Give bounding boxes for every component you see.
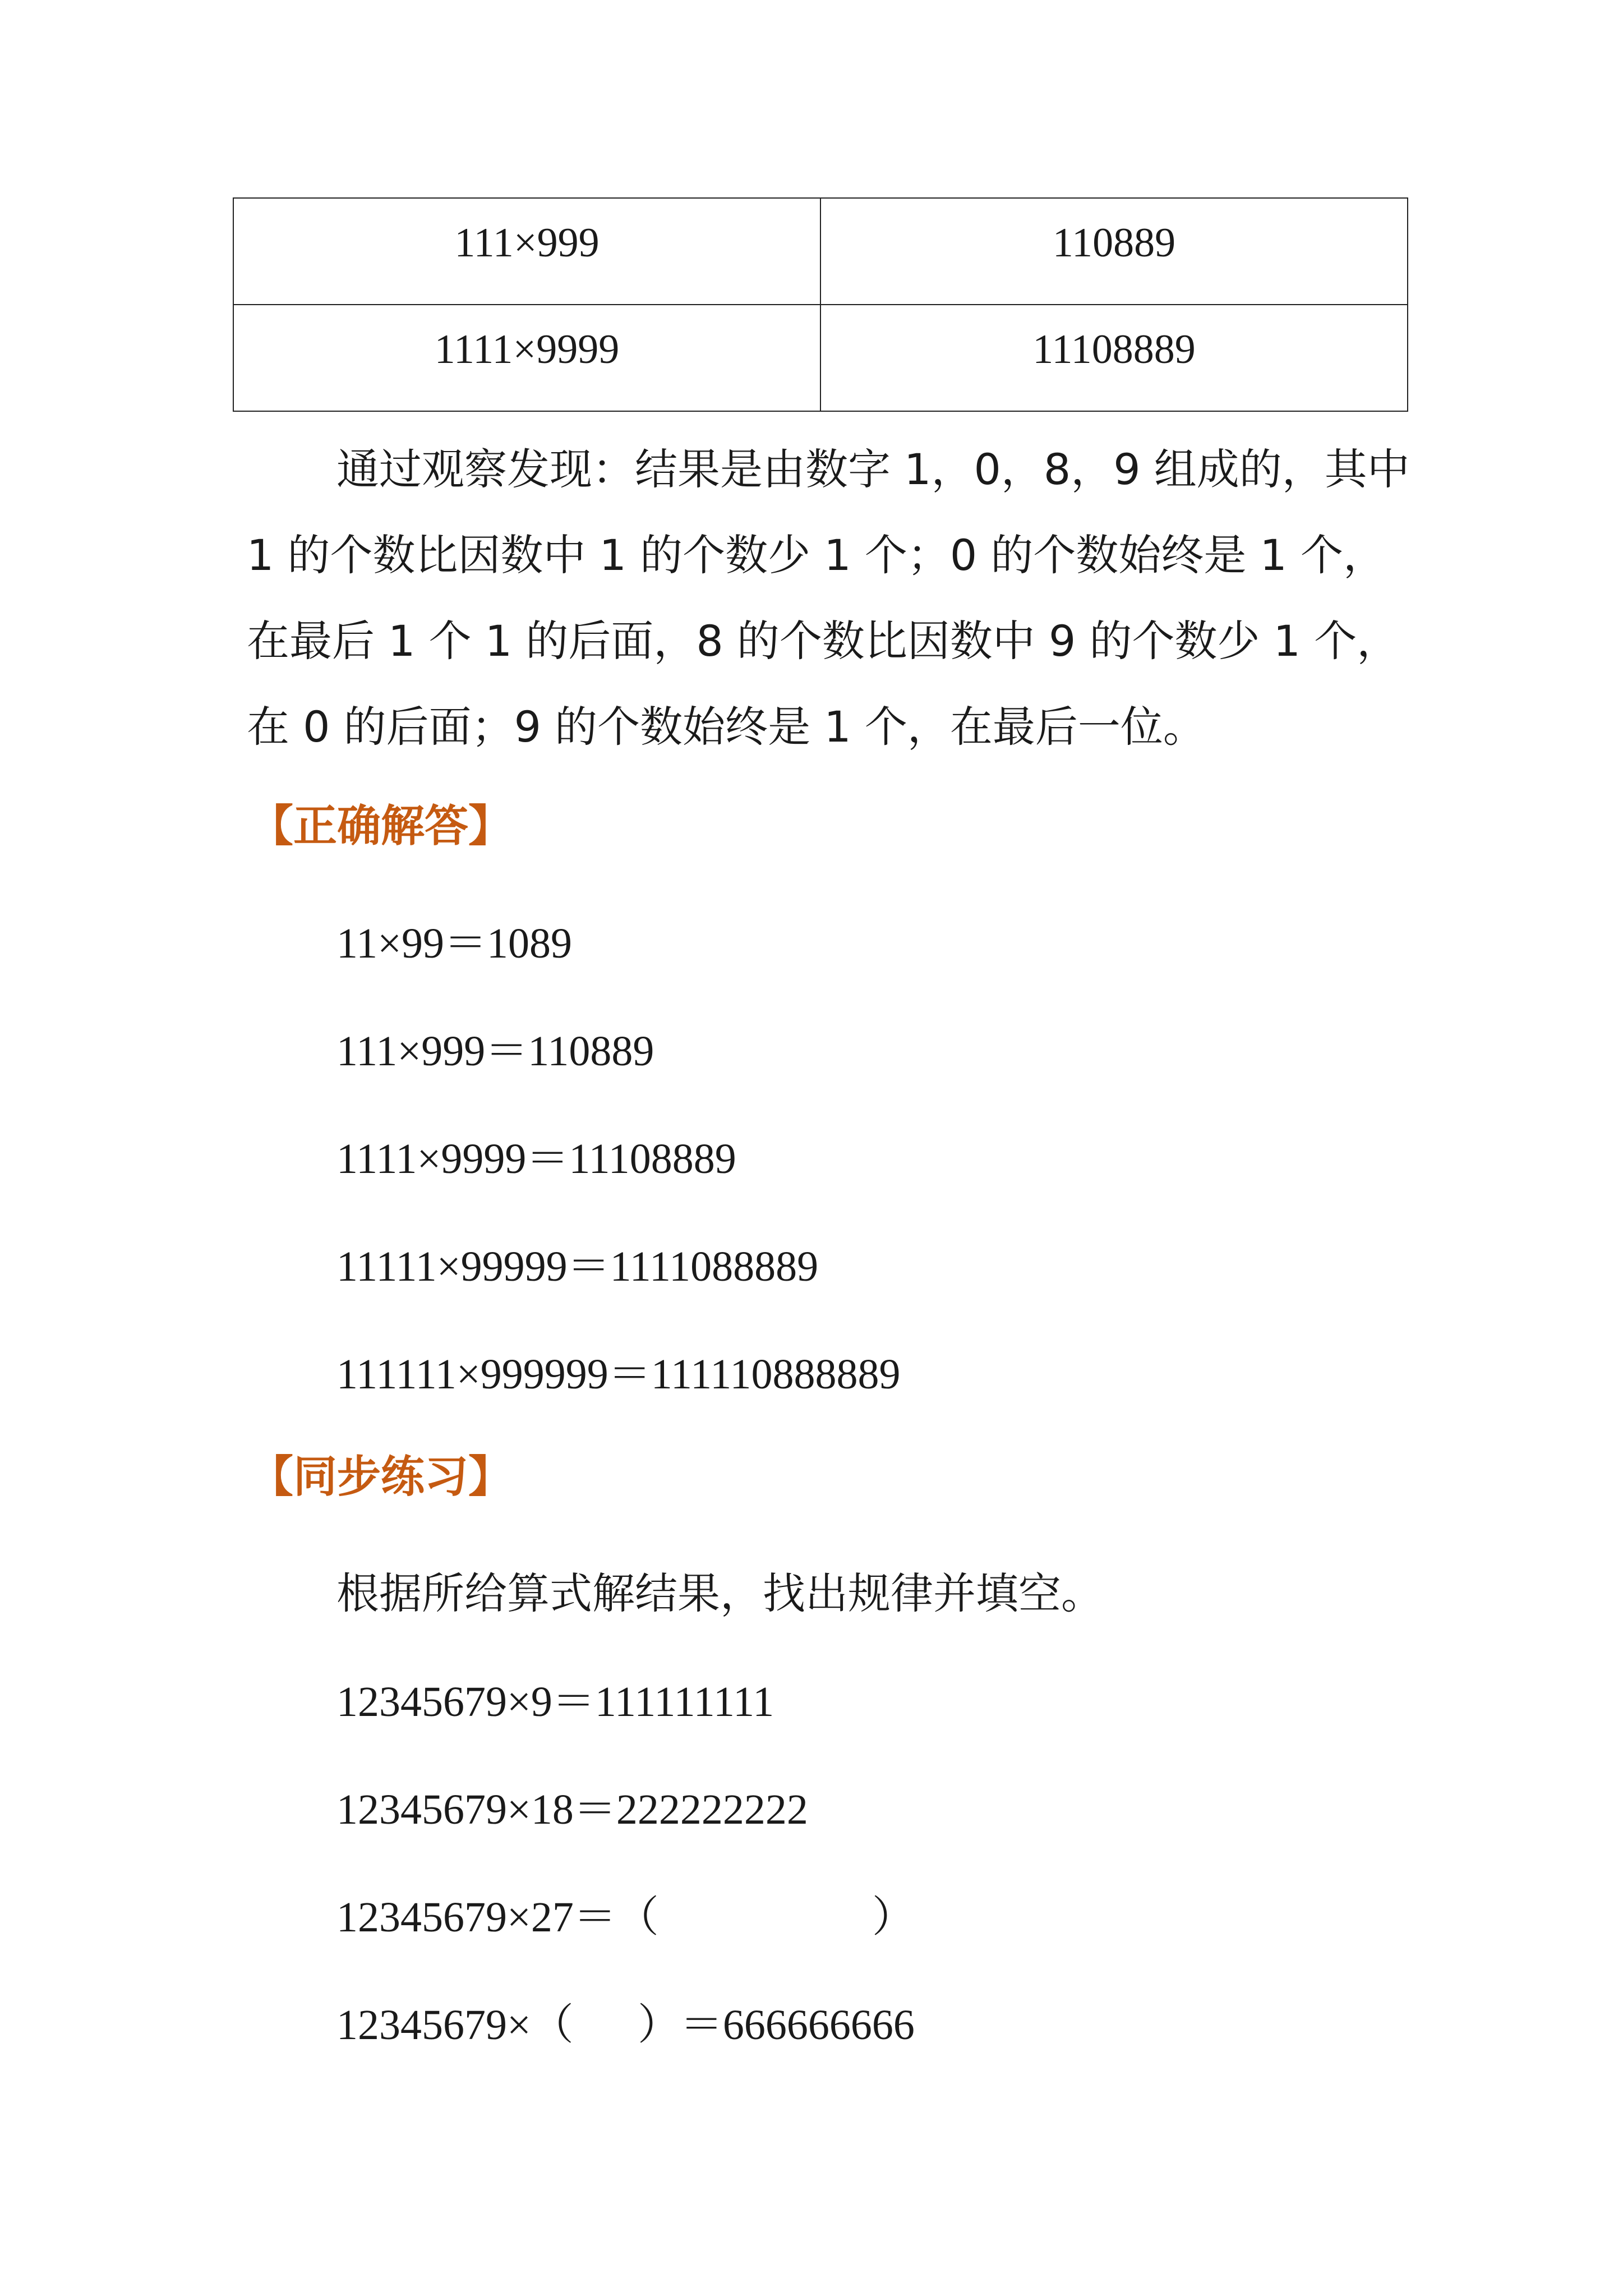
answer-line: 111111×999999＝111110888889 [336,1351,901,1398]
table-cell-expr: 1111×9999 [233,305,820,411]
practice-line: 12345679×27＝（ ） [336,1894,915,1941]
answer-line: 1111×9999＝11108889 [336,1135,736,1182]
table-row [233,198,1408,305]
practice-line: 12345679×9＝111111111 [336,1678,774,1726]
observation-paragraph: 通过观察发现：结果是由数字 1，0，8，9 组成的，其中 1 的个数比因数中 1 的个数少 1 个；0 的个数始终是 1 个，在最后 1 个 1 的后面，8 的个数比因数中 9 的个数少 1 个，在 0 的后面；9 的个数始终是 1 个，在最后一位。 [247,444,1410,752]
answer-line: 11111×99999＝1111088889 [336,1243,819,1290]
table-cell-result: 11108889 [820,305,1408,411]
result-table [233,197,1408,412]
answer-heading: 【正确解答】 [250,801,513,852]
table-row [233,305,1408,411]
practice-instruction: 根据所给算式解结果，找出规律并填空。 [336,1568,1104,1618]
practice-line: 12345679×18＝222222222 [336,1786,808,1833]
practice-line: 12345679×（ ）＝666666666 [336,2001,915,2049]
table-cell-result: 110889 [820,198,1408,305]
practice-heading: 【同步练习】 [250,1452,513,1502]
table-cell-expr: 111×999 [233,198,820,305]
answer-line: 111×999＝110889 [336,1028,654,1075]
answer-line: 11×99＝1089 [336,920,573,967]
